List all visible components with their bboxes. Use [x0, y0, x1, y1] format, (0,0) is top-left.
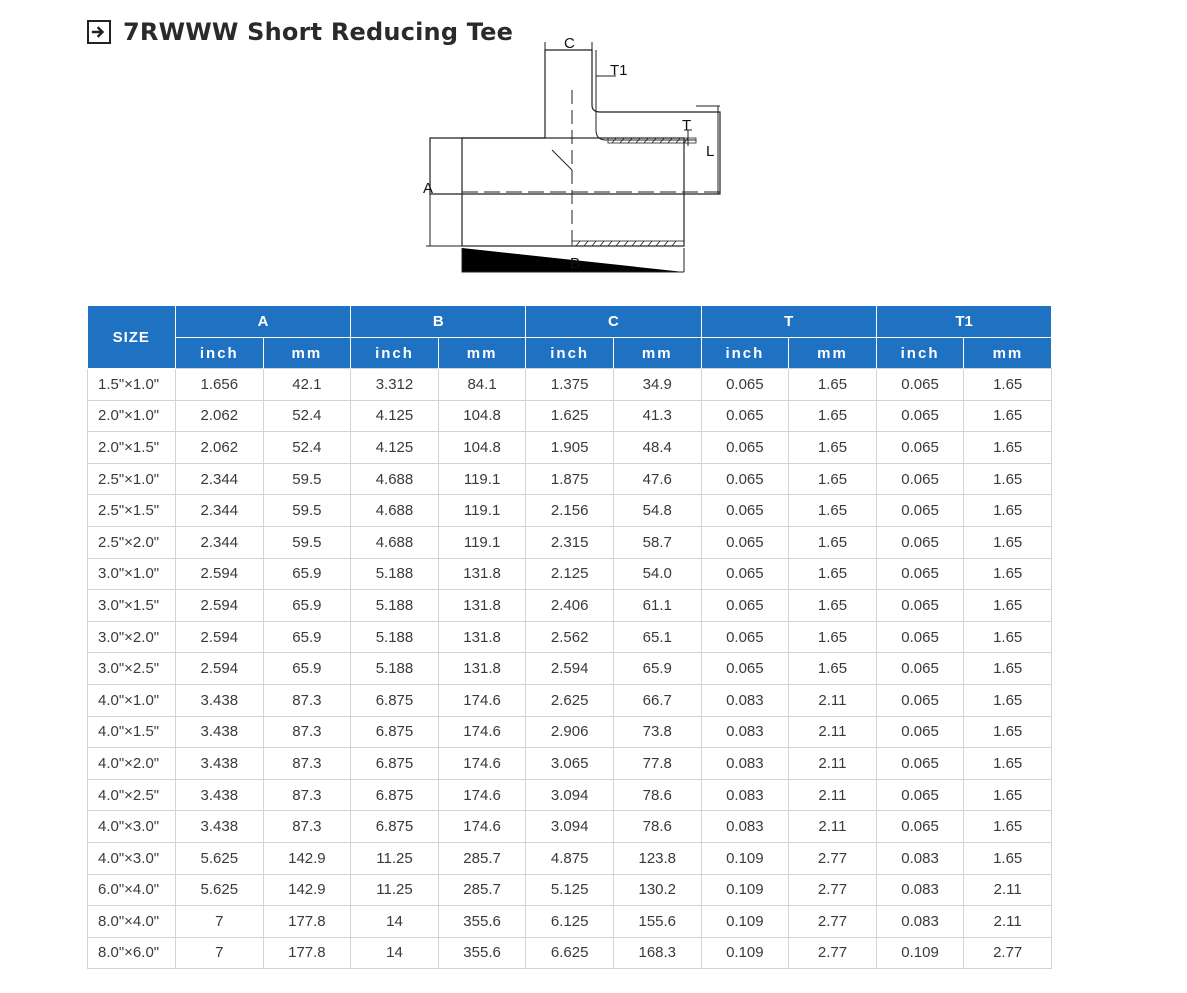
- value-cell: 84.1: [438, 369, 526, 401]
- value-cell: 2.062: [176, 432, 264, 464]
- value-cell: 0.065: [876, 653, 964, 685]
- value-cell: 6.875: [351, 779, 439, 811]
- value-cell: 1.875: [526, 463, 614, 495]
- value-cell: 131.8: [438, 621, 526, 653]
- table-row: [88, 937, 1052, 969]
- value-cell: 0.083: [701, 684, 789, 716]
- value-cell: 0.083: [701, 748, 789, 780]
- value-cell: 0.065: [701, 400, 789, 432]
- table-row: [88, 684, 1052, 716]
- value-cell: 87.3: [263, 716, 351, 748]
- value-cell: 87.3: [263, 811, 351, 843]
- value-cell: 73.8: [613, 716, 701, 748]
- value-cell: 0.109: [876, 937, 964, 969]
- value-cell: 58.7: [613, 526, 701, 558]
- value-cell: 6.875: [351, 811, 439, 843]
- value-cell: 1.65: [964, 621, 1052, 653]
- value-cell: 3.438: [176, 684, 264, 716]
- value-cell: 0.065: [876, 716, 964, 748]
- value-cell: 1.375: [526, 369, 614, 401]
- value-cell: 3.438: [176, 779, 264, 811]
- dim-label-l: L: [706, 143, 715, 160]
- value-cell: 5.188: [351, 558, 439, 590]
- value-cell: 2.77: [964, 937, 1052, 969]
- value-cell: 174.6: [438, 684, 526, 716]
- table-row: [88, 811, 1052, 843]
- value-cell: 1.65: [964, 369, 1052, 401]
- value-cell: 5.188: [351, 590, 439, 622]
- value-cell: 2.562: [526, 621, 614, 653]
- value-cell: 6.625: [526, 937, 614, 969]
- value-cell: 2.594: [176, 621, 264, 653]
- value-cell: 0.065: [701, 590, 789, 622]
- value-cell: 0.083: [876, 842, 964, 874]
- value-cell: 3.094: [526, 811, 614, 843]
- unit-header: mm: [964, 338, 1052, 369]
- value-cell: 87.3: [263, 684, 351, 716]
- size-cell: 4.0"×3.0": [88, 811, 176, 843]
- unit-header: inch: [526, 338, 614, 369]
- table-row: [88, 463, 1052, 495]
- value-cell: 1.65: [964, 684, 1052, 716]
- value-cell: 1.65: [964, 779, 1052, 811]
- value-cell: 0.065: [876, 590, 964, 622]
- value-cell: 1.65: [789, 526, 877, 558]
- value-cell: 2.77: [789, 937, 877, 969]
- value-cell: 1.65: [964, 400, 1052, 432]
- value-cell: 1.905: [526, 432, 614, 464]
- unit-header: mm: [789, 338, 877, 369]
- value-cell: 66.7: [613, 684, 701, 716]
- dim-label-b: B: [570, 255, 581, 272]
- value-cell: 130.2: [613, 874, 701, 906]
- page-title: 7RWWW Short Reducing Tee: [123, 18, 514, 46]
- table-row: [88, 558, 1052, 590]
- group-header-a: A: [176, 306, 351, 338]
- value-cell: 285.7: [438, 874, 526, 906]
- value-cell: 4.125: [351, 400, 439, 432]
- value-cell: 3.438: [176, 748, 264, 780]
- value-cell: 119.1: [438, 495, 526, 527]
- value-cell: 7: [176, 937, 264, 969]
- value-cell: 0.065: [876, 748, 964, 780]
- value-cell: 123.8: [613, 842, 701, 874]
- value-cell: 6.875: [351, 684, 439, 716]
- value-cell: 0.083: [876, 874, 964, 906]
- value-cell: 2.344: [176, 495, 264, 527]
- value-cell: 0.065: [876, 495, 964, 527]
- size-cell: 2.5"×2.0": [88, 526, 176, 558]
- value-cell: 6.875: [351, 748, 439, 780]
- value-cell: 155.6: [613, 906, 701, 938]
- value-cell: 1.65: [789, 653, 877, 685]
- value-cell: 2.594: [176, 653, 264, 685]
- value-cell: 131.8: [438, 558, 526, 590]
- tee-diagram: [400, 30, 740, 285]
- table-row: [88, 590, 1052, 622]
- value-cell: 1.65: [964, 842, 1052, 874]
- value-cell: 0.109: [701, 874, 789, 906]
- size-cell: 4.0"×3.0": [88, 842, 176, 874]
- value-cell: 65.1: [613, 621, 701, 653]
- value-cell: 177.8: [263, 937, 351, 969]
- value-cell: 1.65: [789, 495, 877, 527]
- value-cell: 52.4: [263, 400, 351, 432]
- table-row: [88, 906, 1052, 938]
- value-cell: 1.65: [964, 748, 1052, 780]
- dim-label-a: A: [423, 180, 434, 197]
- table-row: [88, 495, 1052, 527]
- value-cell: 65.9: [263, 621, 351, 653]
- value-cell: 174.6: [438, 748, 526, 780]
- value-cell: 177.8: [263, 906, 351, 938]
- value-cell: 7: [176, 906, 264, 938]
- value-cell: 6.875: [351, 716, 439, 748]
- table-row: [88, 653, 1052, 685]
- value-cell: 1.65: [964, 463, 1052, 495]
- value-cell: 1.65: [964, 653, 1052, 685]
- value-cell: 0.065: [876, 779, 964, 811]
- value-cell: 5.188: [351, 621, 439, 653]
- value-cell: 4.688: [351, 526, 439, 558]
- value-cell: 1.65: [789, 590, 877, 622]
- value-cell: 4.125: [351, 432, 439, 464]
- value-cell: 78.6: [613, 811, 701, 843]
- value-cell: 11.25: [351, 874, 439, 906]
- value-cell: 48.4: [613, 432, 701, 464]
- value-cell: 1.656: [176, 369, 264, 401]
- value-cell: 0.065: [701, 558, 789, 590]
- value-cell: 0.065: [876, 558, 964, 590]
- group-header-c: C: [526, 306, 701, 338]
- value-cell: 1.65: [789, 621, 877, 653]
- value-cell: 4.688: [351, 495, 439, 527]
- size-cell: 3.0"×1.5": [88, 590, 176, 622]
- value-cell: 2.406: [526, 590, 614, 622]
- value-cell: 2.062: [176, 400, 264, 432]
- value-cell: 2.77: [789, 874, 877, 906]
- table-row: [88, 779, 1052, 811]
- table-row: [88, 400, 1052, 432]
- value-cell: 5.625: [176, 842, 264, 874]
- value-cell: 1.65: [964, 811, 1052, 843]
- value-cell: 1.65: [789, 463, 877, 495]
- size-cell: 8.0"×4.0": [88, 906, 176, 938]
- value-cell: 1.65: [964, 526, 1052, 558]
- size-cell: 1.5"×1.0": [88, 369, 176, 401]
- value-cell: 2.594: [176, 558, 264, 590]
- dimension-table: [87, 306, 1052, 969]
- table-body: [88, 369, 1052, 969]
- value-cell: 47.6: [613, 463, 701, 495]
- value-cell: 0.065: [701, 369, 789, 401]
- value-cell: 41.3: [613, 400, 701, 432]
- value-cell: 2.11: [964, 906, 1052, 938]
- value-cell: 0.083: [876, 906, 964, 938]
- value-cell: 119.1: [438, 463, 526, 495]
- dim-label-c: C: [564, 35, 575, 52]
- value-cell: 0.065: [876, 400, 964, 432]
- value-cell: 65.9: [263, 590, 351, 622]
- value-cell: 87.3: [263, 779, 351, 811]
- value-cell: 3.438: [176, 811, 264, 843]
- value-cell: 1.65: [964, 716, 1052, 748]
- size-cell: 8.0"×6.0": [88, 937, 176, 969]
- size-cell: 3.0"×2.0": [88, 621, 176, 653]
- value-cell: 131.8: [438, 590, 526, 622]
- value-cell: 0.083: [701, 779, 789, 811]
- size-cell: 2.0"×1.0": [88, 400, 176, 432]
- value-cell: 54.0: [613, 558, 701, 590]
- value-cell: 87.3: [263, 748, 351, 780]
- value-cell: 0.065: [876, 526, 964, 558]
- value-cell: 0.065: [876, 811, 964, 843]
- value-cell: 1.625: [526, 400, 614, 432]
- dim-label-t: T: [682, 117, 692, 134]
- size-header: SIZE: [88, 306, 176, 369]
- value-cell: 0.109: [701, 937, 789, 969]
- size-cell: 3.0"×1.0": [88, 558, 176, 590]
- value-cell: 2.77: [789, 906, 877, 938]
- value-cell: 355.6: [438, 937, 526, 969]
- value-cell: 1.65: [789, 558, 877, 590]
- value-cell: 2.11: [789, 811, 877, 843]
- value-cell: 0.065: [876, 369, 964, 401]
- value-cell: 174.6: [438, 779, 526, 811]
- value-cell: 5.625: [176, 874, 264, 906]
- table-row: [88, 874, 1052, 906]
- unit-header: mm: [613, 338, 701, 369]
- group-header-t: T: [701, 306, 876, 338]
- value-cell: 2.594: [526, 653, 614, 685]
- value-cell: 42.1: [263, 369, 351, 401]
- value-cell: 1.65: [789, 432, 877, 464]
- size-cell: 4.0"×1.5": [88, 716, 176, 748]
- table-row: [88, 369, 1052, 401]
- value-cell: 174.6: [438, 716, 526, 748]
- value-cell: 61.1: [613, 590, 701, 622]
- value-cell: 2.125: [526, 558, 614, 590]
- value-cell: 0.065: [876, 621, 964, 653]
- value-cell: 1.65: [964, 558, 1052, 590]
- size-cell: 2.5"×1.5": [88, 495, 176, 527]
- value-cell: 0.065: [876, 432, 964, 464]
- value-cell: 2.11: [789, 684, 877, 716]
- value-cell: 2.594: [176, 590, 264, 622]
- value-cell: 34.9: [613, 369, 701, 401]
- value-cell: 54.8: [613, 495, 701, 527]
- value-cell: 65.9: [263, 653, 351, 685]
- size-cell: 4.0"×2.0": [88, 748, 176, 780]
- value-cell: 0.065: [701, 621, 789, 653]
- value-cell: 131.8: [438, 653, 526, 685]
- value-cell: 65.9: [263, 558, 351, 590]
- value-cell: 4.875: [526, 842, 614, 874]
- value-cell: 3.065: [526, 748, 614, 780]
- value-cell: 1.65: [964, 495, 1052, 527]
- value-cell: 2.344: [176, 526, 264, 558]
- value-cell: 0.109: [701, 842, 789, 874]
- unit-header: inch: [351, 338, 439, 369]
- table-row: [88, 748, 1052, 780]
- value-cell: 4.688: [351, 463, 439, 495]
- table-row: [88, 526, 1052, 558]
- size-cell: 4.0"×1.0": [88, 684, 176, 716]
- value-cell: 2.11: [964, 874, 1052, 906]
- value-cell: 0.065: [701, 653, 789, 685]
- value-cell: 14: [351, 906, 439, 938]
- group-header-b: B: [351, 306, 526, 338]
- size-cell: 4.0"×2.5": [88, 779, 176, 811]
- value-cell: 355.6: [438, 906, 526, 938]
- value-cell: 104.8: [438, 400, 526, 432]
- arrow-right-box-icon: [87, 20, 111, 44]
- value-cell: 65.9: [613, 653, 701, 685]
- value-cell: 52.4: [263, 432, 351, 464]
- value-cell: 1.65: [789, 400, 877, 432]
- value-cell: 3.094: [526, 779, 614, 811]
- value-cell: 0.109: [701, 906, 789, 938]
- value-cell: 119.1: [438, 526, 526, 558]
- group-header-t1: T1: [876, 306, 1051, 338]
- value-cell: 5.188: [351, 653, 439, 685]
- value-cell: 2.156: [526, 495, 614, 527]
- unit-header: mm: [438, 338, 526, 369]
- value-cell: 59.5: [263, 495, 351, 527]
- value-cell: 78.6: [613, 779, 701, 811]
- value-cell: 0.083: [701, 716, 789, 748]
- value-cell: 142.9: [263, 874, 351, 906]
- size-cell: 2.0"×1.5": [88, 432, 176, 464]
- value-cell: 59.5: [263, 463, 351, 495]
- value-cell: 104.8: [438, 432, 526, 464]
- value-cell: 3.438: [176, 716, 264, 748]
- value-cell: 0.065: [701, 495, 789, 527]
- value-cell: 2.315: [526, 526, 614, 558]
- value-cell: 0.065: [876, 684, 964, 716]
- value-cell: 5.125: [526, 874, 614, 906]
- value-cell: 0.083: [701, 811, 789, 843]
- value-cell: 11.25: [351, 842, 439, 874]
- table-row: [88, 621, 1052, 653]
- dim-label-t1: T1: [610, 62, 628, 79]
- value-cell: 174.6: [438, 811, 526, 843]
- value-cell: 0.065: [701, 463, 789, 495]
- size-cell: 3.0"×2.5": [88, 653, 176, 685]
- value-cell: 142.9: [263, 842, 351, 874]
- value-cell: 14: [351, 937, 439, 969]
- unit-header: inch: [176, 338, 264, 369]
- tee-outline: [430, 50, 720, 194]
- value-cell: 3.312: [351, 369, 439, 401]
- table-row: [88, 716, 1052, 748]
- table-row: [88, 432, 1052, 464]
- value-cell: 6.125: [526, 906, 614, 938]
- size-cell: 2.5"×1.0": [88, 463, 176, 495]
- value-cell: 2.625: [526, 684, 614, 716]
- value-cell: 168.3: [613, 937, 701, 969]
- value-cell: 2.11: [789, 779, 877, 811]
- value-cell: 2.906: [526, 716, 614, 748]
- value-cell: 0.065: [876, 463, 964, 495]
- unit-header: inch: [876, 338, 964, 369]
- value-cell: 77.8: [613, 748, 701, 780]
- value-cell: 1.65: [789, 369, 877, 401]
- size-cell: 6.0"×4.0": [88, 874, 176, 906]
- value-cell: 1.65: [964, 432, 1052, 464]
- value-cell: 2.77: [789, 842, 877, 874]
- value-cell: 0.065: [701, 526, 789, 558]
- unit-header: mm: [263, 338, 351, 369]
- value-cell: 1.65: [964, 590, 1052, 622]
- value-cell: 2.11: [789, 716, 877, 748]
- value-cell: 0.065: [701, 432, 789, 464]
- value-cell: 2.11: [789, 748, 877, 780]
- table-row: [88, 842, 1052, 874]
- unit-header: inch: [701, 338, 789, 369]
- value-cell: 59.5: [263, 526, 351, 558]
- value-cell: 285.7: [438, 842, 526, 874]
- value-cell: 2.344: [176, 463, 264, 495]
